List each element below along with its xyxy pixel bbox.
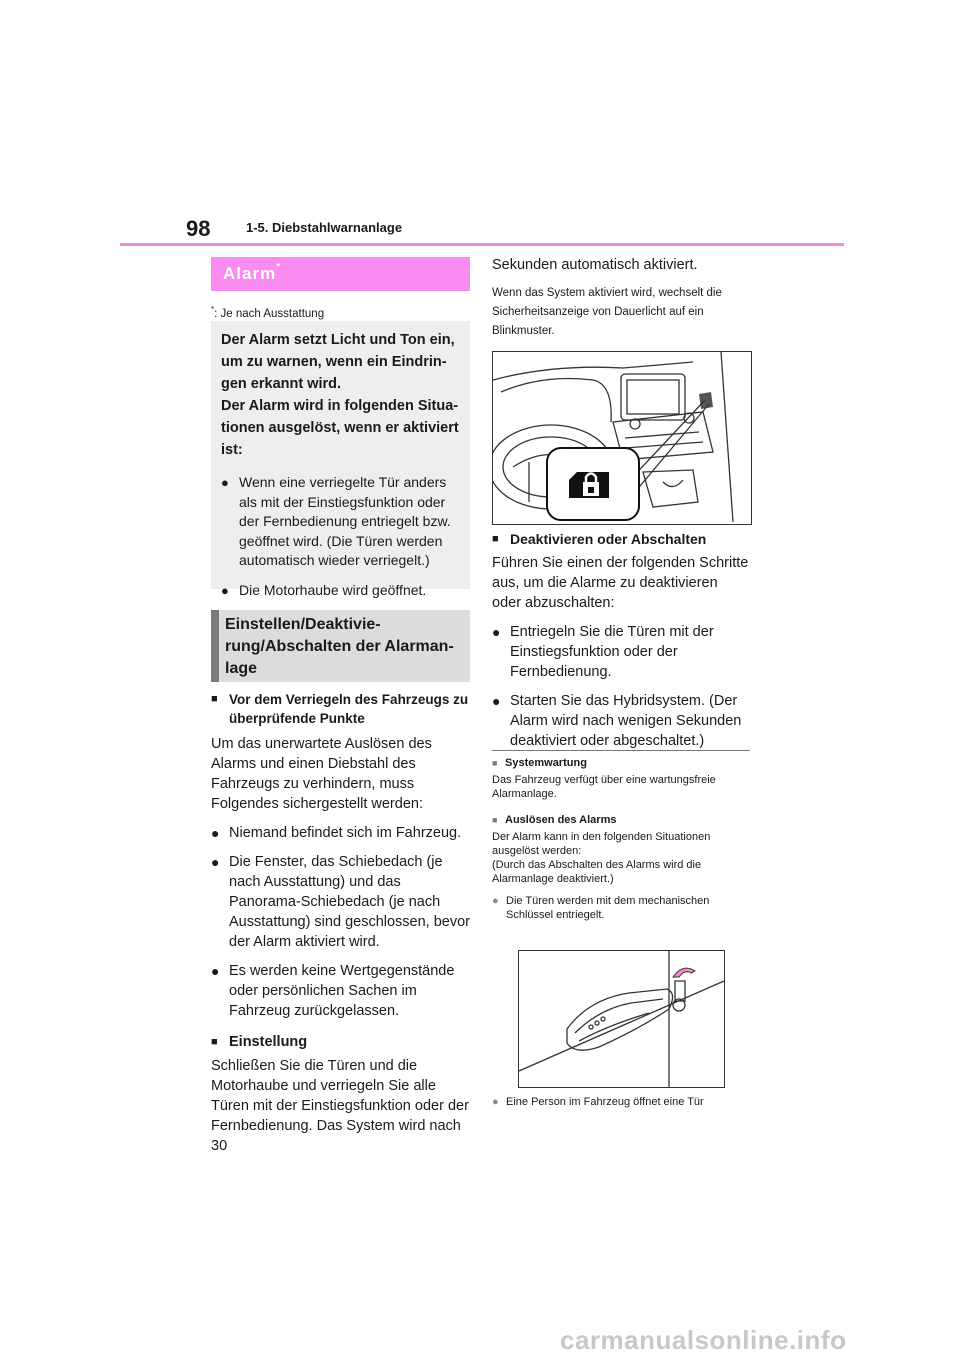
notes-section bbox=[492, 756, 750, 922]
intro-line: Der Alarm wird in folgenden Situa- bbox=[221, 398, 459, 414]
triggering-text-note: (Durch das Abschalten des Alarms wird die Alarmanlage deaktiviert.) bbox=[492, 859, 702, 885]
settings-heading-line: lage bbox=[225, 660, 258, 677]
square-bullet-icon: ■ bbox=[492, 815, 498, 825]
check-item: ● Es werden keine Wertgegenstände oder persönlichen Sachen im Fahrzeug zurückgelassen. bbox=[211, 963, 455, 1019]
set-continuation: Sekunden automatisch aktiviert. bbox=[492, 257, 698, 273]
set-heading: ■ Einstellung bbox=[211, 1034, 308, 1050]
intro-line: tionen ausgelöst, wenn er aktiviert bbox=[221, 420, 459, 436]
dashboard-figure bbox=[492, 351, 752, 525]
deactivate-heading: ■ Deaktivieren oder Abschalten bbox=[492, 531, 707, 547]
page-number: 98 bbox=[186, 216, 211, 241]
footnote bbox=[211, 305, 470, 320]
maintenance-heading: ■ Systemwartung bbox=[492, 757, 587, 769]
footnote-text: : Je nach Ausstattung bbox=[214, 307, 325, 320]
bullet-icon: ● bbox=[221, 582, 229, 598]
bullet-icon: ● bbox=[492, 693, 501, 709]
settings-heading bbox=[211, 610, 470, 682]
bullet-icon: ● bbox=[492, 895, 499, 907]
square-bullet-icon: ■ bbox=[211, 1036, 218, 1048]
deactivate-item: ● Entriegeln Sie die Türen mit der Einstiegsfunktion oder der Fernbedienung. bbox=[492, 624, 714, 680]
note-divider bbox=[492, 750, 750, 751]
check-section bbox=[211, 690, 470, 1156]
set-note: Wenn das System aktiviert wird, wechselt die Sicherheitsanzeige von Dauerlicht auf ein Blinkmuster. bbox=[492, 287, 722, 337]
alarm-intro-text bbox=[221, 329, 460, 461]
intro-line: gen erkannt wird. bbox=[221, 376, 342, 392]
dashboard-illustration bbox=[493, 352, 749, 522]
trigger-item: ● Die Motorhaube wird geöffnet. bbox=[221, 581, 460, 601]
watermark: carmanualsonline.info bbox=[560, 1325, 847, 1355]
check-item: ● Niemand befindet sich im Fahrzeug. bbox=[211, 825, 462, 841]
door-handle-illustration bbox=[519, 951, 724, 1087]
bullet-icon: ● bbox=[492, 1096, 499, 1108]
square-bullet-icon: ■ bbox=[492, 533, 499, 545]
settings-heading-line: rung/Abschalten der Alarman- bbox=[225, 638, 454, 655]
settings-heading-line: Einstellen/Deaktivie- bbox=[225, 616, 381, 633]
bullet-icon: ● bbox=[221, 475, 229, 490]
triggering-item: ● Die Türen werden mit dem mechanischen Schlüssel entriegelt. bbox=[492, 895, 710, 921]
footnote-marker: * bbox=[211, 305, 215, 314]
alarm-heading-marker: * bbox=[276, 262, 282, 273]
deactivate-section bbox=[492, 530, 750, 751]
alarm-heading-text: Alarm bbox=[223, 264, 277, 283]
alarm-intro-box bbox=[211, 321, 470, 598]
bullet-icon: ● bbox=[492, 624, 501, 640]
check-item: ● Die Fenster, das Schiebedach (je nach Ausstattung) und das Panorama-Schiebedach (je nach Ausstattung) sind geschlossen, bevor der Alarm aktiviert wird. bbox=[211, 854, 470, 950]
door-handle-figure bbox=[518, 950, 725, 1088]
deactivate-text: Führen Sie einen der folgenden Schritte aus, um die Alarme zu deaktivieren oder abzuschalten: bbox=[492, 555, 749, 611]
bullet-icon: ● bbox=[211, 963, 220, 979]
set-continuation-block bbox=[492, 255, 750, 341]
intro-line: Der Alarm setzt Licht und Ton ein, bbox=[221, 332, 455, 348]
square-bullet-icon: ■ bbox=[211, 693, 218, 705]
last-note bbox=[492, 1095, 750, 1109]
bullet-icon: ● bbox=[211, 854, 220, 870]
set-text: Schließen Sie die Türen und die Motorhaube und verriegeln Sie alle Türen mit der Einstiegsfunktion oder der Fernbedienung. Das System wird nach 30 bbox=[211, 1058, 469, 1154]
alarm-heading bbox=[211, 257, 470, 291]
deactivate-item: ● Starten Sie das Hybridsystem. (Der Alarm wird nach wenigen Sekunden deaktiviert oder abgeschaltet.) bbox=[492, 693, 742, 749]
triggering-heading: ■ Auslösen des Alarms bbox=[492, 814, 617, 826]
section-title: 1-5. Diebstahlwarnanlage bbox=[246, 220, 403, 235]
triggering-text: Der Alarm kann in den folgenden Situationen ausgelöst werden: bbox=[492, 831, 711, 857]
intro-line: um zu warnen, wenn ein Eindrin- bbox=[221, 354, 447, 370]
triggering-item: ● Eine Person im Fahrzeug öffnet eine Tür bbox=[492, 1096, 704, 1108]
square-bullet-icon: ■ bbox=[492, 758, 498, 768]
bullet-icon: ● bbox=[211, 825, 220, 841]
intro-line: ist: bbox=[221, 442, 243, 458]
check-text: Um das unerwartete Auslösen des Alarms und einen Diebstahl des Fahrzeugs zu verhindern, muss Folgendes sichergestellt werden: bbox=[211, 736, 432, 812]
trigger-item: ● Wenn eine verriegelte Tür anders als mit der Einstiegsfunktion oder der Fernbedienung entriegelt bzw. geöffnet wird. (Die Türen werden automatisch wieder verriegelt.) bbox=[221, 473, 460, 571]
maintenance-text: Das Fahrzeug verfügt über eine wartungsfreie Alarmanlage. bbox=[492, 774, 716, 800]
lock-icon bbox=[569, 472, 609, 498]
header-rule bbox=[120, 243, 844, 246]
check-heading: ■ Vor dem Verriegeln des Fahrzeugs zu überprüfende Punkte bbox=[211, 692, 469, 726]
